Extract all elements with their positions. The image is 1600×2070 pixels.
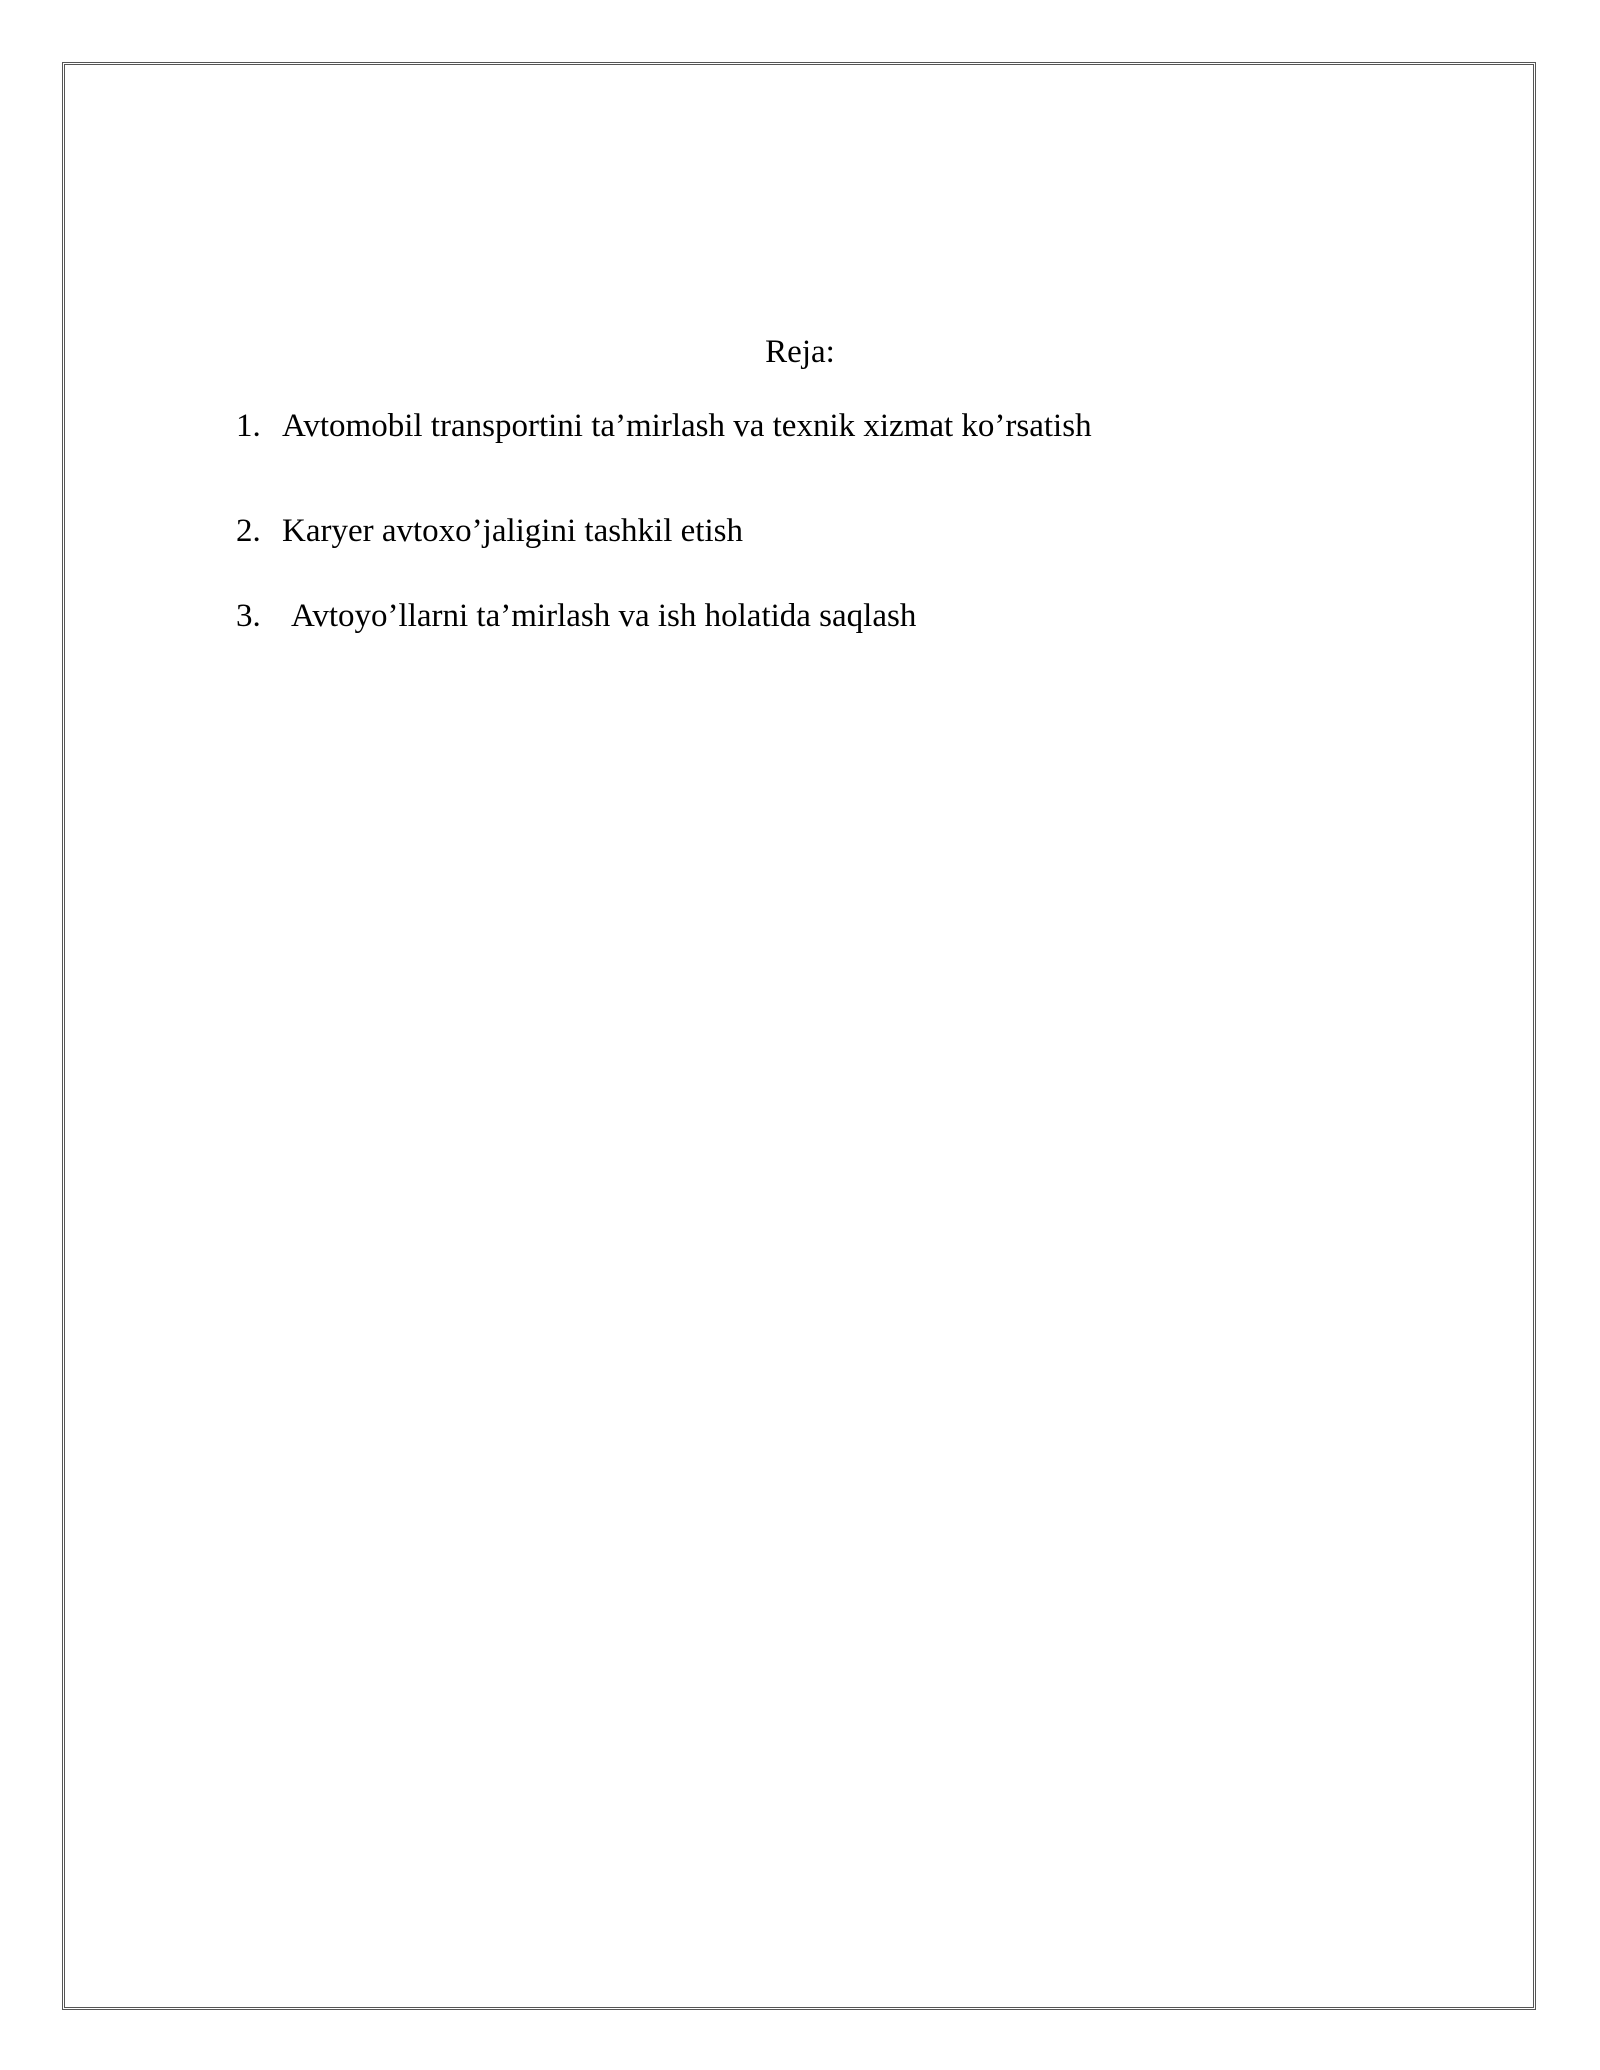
list-item <box>236 511 743 551</box>
list-item <box>236 406 1092 446</box>
list-item-text: Karyer avtoxo’jaligini tashkil etish <box>282 513 743 549</box>
page-title: Reja: <box>765 334 835 370</box>
list-item-number: 1. <box>236 408 261 444</box>
list-item-number: 2. <box>236 513 261 549</box>
list-item-text: Avtoyo’llarni ta’mirlash va ish holatida saqlash <box>291 598 917 634</box>
list-item-number: 3. <box>236 598 261 634</box>
list-item-text: Avtomobil transportini ta’mirlash va texnik xizmat ko’rsatish <box>282 408 1092 444</box>
list-item <box>236 596 916 636</box>
